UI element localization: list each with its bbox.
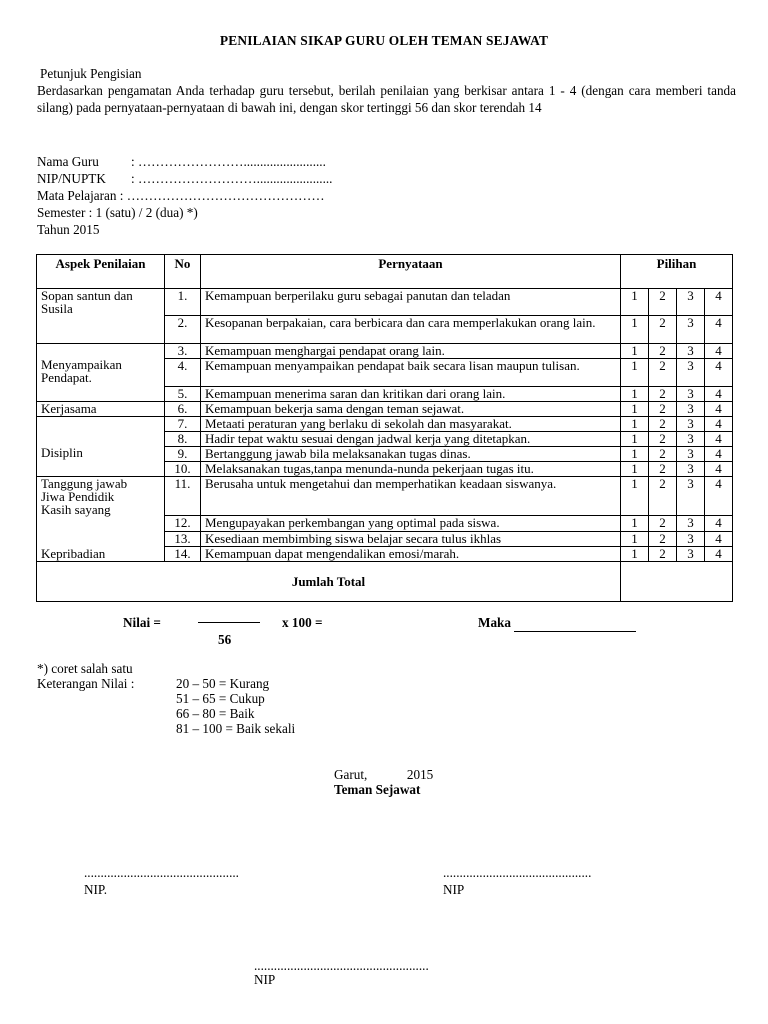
statement-cell: Kemampuan berperilaku guru sebagai panutan dan teladan xyxy=(201,289,621,316)
field-fill: : ………………………....................... xyxy=(131,171,333,186)
table-row xyxy=(37,461,733,476)
table-body xyxy=(37,289,733,602)
statement-cell: Kesopanan berpakaian, cara berbicara dan cara memperlakukan orang lain. xyxy=(201,315,621,343)
aspek-cell: Kepribadian xyxy=(37,547,165,562)
table-row xyxy=(37,431,733,446)
no-cell: 12. xyxy=(165,516,201,532)
score-option-4[interactable]: 4 xyxy=(705,446,733,461)
table-row xyxy=(37,446,733,461)
score-option-2[interactable]: 2 xyxy=(649,401,677,416)
field-tahun: Tahun 2015 xyxy=(37,222,100,237)
score-option-3[interactable]: 3 xyxy=(677,547,705,562)
field-label: NIP/NUPTK xyxy=(37,171,106,186)
score-option-4[interactable]: 4 xyxy=(705,358,733,386)
no-cell: 8. xyxy=(165,431,201,446)
score-option-3[interactable]: 3 xyxy=(677,461,705,476)
score-option-1[interactable]: 1 xyxy=(621,386,649,401)
statement-cell: Hadir tepat waktu sesuai dengan jadwal kerja yang ditetapkan. xyxy=(201,431,621,446)
score-option-1[interactable]: 1 xyxy=(621,401,649,416)
total-value-cell[interactable] xyxy=(621,562,733,602)
score-option-1[interactable]: 1 xyxy=(621,289,649,316)
score-option-2[interactable]: 2 xyxy=(649,358,677,386)
nilai-label: Nilai = xyxy=(123,615,161,630)
nip-bottom: NIP xyxy=(254,972,276,987)
fraction-line xyxy=(198,622,260,623)
statement-cell: Bertanggung jawab bila melaksanakan tugas dinas. xyxy=(201,446,621,461)
no-cell: 6. xyxy=(165,401,201,416)
score-option-3[interactable]: 3 xyxy=(677,289,705,316)
page-title: PENILAIAN SIKAP GURU OLEH TEMAN SEJAWAT xyxy=(219,33,549,48)
score-option-4[interactable]: 4 xyxy=(705,416,733,431)
no-cell: 10. xyxy=(165,461,201,476)
statement-cell: Kesediaan membimbing siswa belajar secara tulus ikhlas xyxy=(201,532,621,547)
aspek-cell xyxy=(37,532,165,547)
score-option-4[interactable]: 4 xyxy=(705,386,733,401)
score-option-4[interactable]: 4 xyxy=(705,343,733,358)
score-option-2[interactable]: 2 xyxy=(649,289,677,316)
score-option-1[interactable]: 1 xyxy=(621,532,649,547)
nip-left: NIP. xyxy=(84,882,108,897)
instructions-heading: Petunjuk Pengisian xyxy=(40,66,142,81)
signature-role: Teman Sejawat xyxy=(334,782,421,797)
score-option-2[interactable]: 2 xyxy=(649,547,677,562)
score-option-3[interactable]: 3 xyxy=(677,315,705,343)
score-option-4[interactable]: 4 xyxy=(705,547,733,562)
no-cell: 14. xyxy=(165,547,201,562)
score-option-1[interactable]: 1 xyxy=(621,358,649,386)
score-option-3[interactable]: 3 xyxy=(677,476,705,516)
statement-cell: Kemampuan menyampaikan pendapat baik secara lisan maupun tulisan. xyxy=(201,358,621,386)
header-no: No xyxy=(165,255,201,289)
table-row xyxy=(37,386,733,401)
table-row xyxy=(37,532,733,547)
place-date: Garut, 2015 xyxy=(334,767,434,782)
score-option-3[interactable]: 3 xyxy=(677,532,705,547)
header-aspek: Aspek Penilaian xyxy=(37,255,165,289)
score-option-3[interactable]: 3 xyxy=(677,401,705,416)
score-option-2[interactable]: 2 xyxy=(649,343,677,358)
statement-cell: Kemampuan menerima saran dan kritikan dari orang lain. xyxy=(201,386,621,401)
header-pernyataan: Pernyataan xyxy=(201,255,621,289)
aspek-cell xyxy=(37,461,165,476)
score-option-2[interactable]: 2 xyxy=(649,532,677,547)
statement-cell: Melaksanakan tugas,tanpa menunda-nunda pekerjaan tugas itu. xyxy=(201,461,621,476)
score-option-2[interactable]: 2 xyxy=(649,416,677,431)
table-row xyxy=(37,476,733,516)
score-option-1[interactable]: 1 xyxy=(621,461,649,476)
score-option-2[interactable]: 2 xyxy=(649,461,677,476)
score-option-3[interactable]: 3 xyxy=(677,431,705,446)
statement-cell: Mengupayakan perkembangan yang optimal pada siswa. xyxy=(201,516,621,532)
aspek-cell: Tanggung jawab Jiwa Pendidik Kasih sayang xyxy=(37,476,165,516)
no-cell: 5. xyxy=(165,386,201,401)
score-option-1[interactable]: 1 xyxy=(621,416,649,431)
table-row xyxy=(37,315,733,343)
nip-right: NIP xyxy=(443,882,465,897)
field-mapel: Mata Pelajaran : ……………………………………… xyxy=(37,188,325,203)
keterangan-label: Keterangan Nilai : xyxy=(37,676,135,691)
table-row xyxy=(37,416,733,431)
denominator: 56 xyxy=(218,632,232,647)
score-option-1[interactable]: 1 xyxy=(621,315,649,343)
x100-label: x 100 = xyxy=(282,615,323,630)
total-label: Jumlah Total xyxy=(37,562,621,602)
score-option-3[interactable]: 3 xyxy=(677,516,705,532)
no-cell: 7. xyxy=(165,416,201,431)
score-option-1[interactable]: 1 xyxy=(621,476,649,516)
note-coret: *) coret salah satu xyxy=(37,661,133,676)
statement-cell: Kemampuan menghargai pendapat orang lain. xyxy=(201,343,621,358)
aspek-cell xyxy=(37,431,165,446)
aspek-cell xyxy=(37,386,165,401)
header-pilihan: Pilihan xyxy=(621,255,733,289)
statement-cell: Kemampuan dapat mengendalikan emosi/marah. xyxy=(201,547,621,562)
score-option-4[interactable]: 4 xyxy=(705,516,733,532)
aspek-cell: Menyampaikan Pendapat. xyxy=(37,358,165,386)
no-cell: 1. xyxy=(165,289,201,316)
maka-line xyxy=(514,615,636,632)
no-cell: 3. xyxy=(165,343,201,358)
no-cell: 4. xyxy=(165,358,201,386)
score-option-4[interactable]: 4 xyxy=(705,289,733,316)
table-row xyxy=(37,401,733,416)
field-label: Nama Guru xyxy=(37,154,99,169)
aspek-cell xyxy=(37,516,165,532)
no-cell: 9. xyxy=(165,446,201,461)
field-nama-guru xyxy=(37,154,326,170)
score-option-2[interactable]: 2 xyxy=(649,516,677,532)
range-2: 51 – 65 = Cukup xyxy=(176,691,265,706)
aspek-cell xyxy=(37,315,165,343)
maka-label xyxy=(478,615,636,632)
signature-line-right: ............................................. xyxy=(443,865,592,880)
signature-line-left: ............................................... xyxy=(84,865,239,880)
score-option-3[interactable]: 3 xyxy=(677,386,705,401)
maka-text: Maka xyxy=(478,615,511,630)
statement-cell: Metaati peraturan yang berlaku di sekolah dan masyarakat. xyxy=(201,416,621,431)
score-option-2[interactable]: 2 xyxy=(649,386,677,401)
score-option-2[interactable]: 2 xyxy=(649,476,677,516)
score-option-3[interactable]: 3 xyxy=(677,358,705,386)
instructions-body: Berdasarkan pengamatan Anda terhadap guru tersebut, berilah penilaian yang berkisar antara 1 - 4 (dengan cara memberi tanda silang) pada pernyataan-pernyataan di bawah ini, dengan skor tertinggi 56 dan skor terendah 14 xyxy=(37,83,736,116)
aspek-cell: Kerjasama xyxy=(37,401,165,416)
no-cell: 2. xyxy=(165,315,201,343)
table-row xyxy=(37,343,733,358)
table-row xyxy=(37,547,733,562)
table-row xyxy=(37,358,733,386)
no-cell: 11. xyxy=(165,476,201,516)
aspek-cell xyxy=(37,343,165,358)
statement-cell: Kemampuan bekerja sama dengan teman sejawat. xyxy=(201,401,621,416)
field-fill: : ……………………......................... xyxy=(131,154,326,169)
score-option-4[interactable]: 4 xyxy=(705,476,733,516)
score-option-3[interactable]: 3 xyxy=(677,343,705,358)
score-option-2[interactable]: 2 xyxy=(649,446,677,461)
range-4: 81 – 100 = Baik sekali xyxy=(176,721,296,736)
score-option-4[interactable]: 4 xyxy=(705,431,733,446)
range-1: 20 – 50 = Kurang xyxy=(176,676,270,691)
score-option-1[interactable]: 1 xyxy=(621,431,649,446)
score-option-1[interactable]: 1 xyxy=(621,446,649,461)
range-3: 66 – 80 = Baik xyxy=(176,706,255,721)
score-option-1[interactable]: 1 xyxy=(621,516,649,532)
score-option-4[interactable]: 4 xyxy=(705,532,733,547)
total-row xyxy=(37,562,733,602)
no-cell: 13. xyxy=(165,532,201,547)
score-option-3[interactable]: 3 xyxy=(677,446,705,461)
score-option-1[interactable]: 1 xyxy=(621,547,649,562)
field-semester: Semester : 1 (satu) / 2 (dua) *) xyxy=(37,205,198,220)
score-option-4[interactable]: 4 xyxy=(705,461,733,476)
aspek-cell: Sopan santun dan Susila xyxy=(37,289,165,316)
score-option-2[interactable]: 2 xyxy=(649,431,677,446)
score-option-1[interactable]: 1 xyxy=(621,343,649,358)
field-nip xyxy=(37,171,332,187)
aspek-cell: Disiplin xyxy=(37,446,165,461)
table-row xyxy=(37,289,733,316)
aspek-cell xyxy=(37,416,165,431)
score-option-4[interactable]: 4 xyxy=(705,401,733,416)
table-row xyxy=(37,516,733,532)
score-option-3[interactable]: 3 xyxy=(677,416,705,431)
statement-cell: Berusaha untuk mengetahui dan memperhatikan keadaan siswanya. xyxy=(201,476,621,516)
score-option-2[interactable]: 2 xyxy=(649,315,677,343)
assessment-table xyxy=(36,254,733,602)
signature-line-bottom: ..................................................... xyxy=(254,958,429,973)
score-option-4[interactable]: 4 xyxy=(705,315,733,343)
